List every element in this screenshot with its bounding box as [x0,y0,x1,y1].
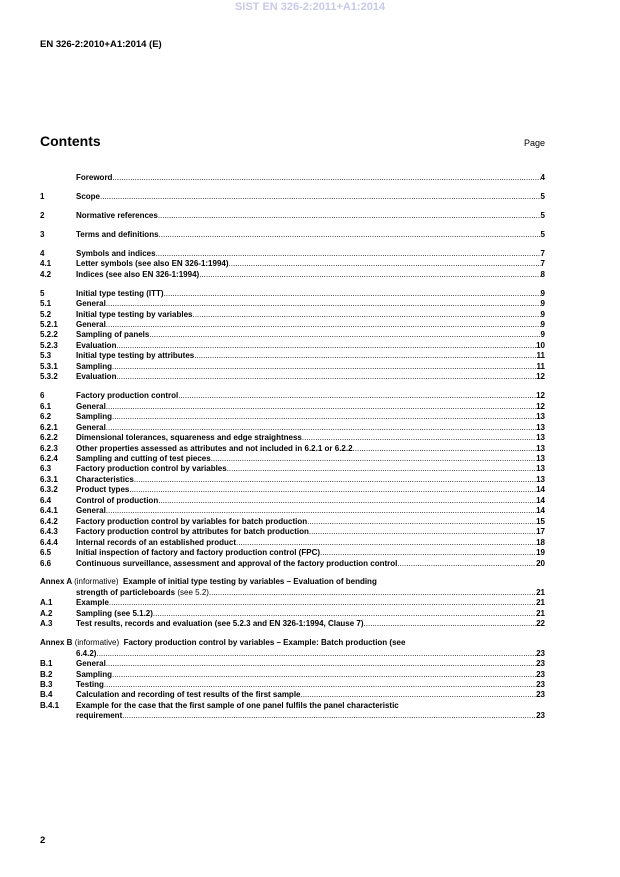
dot-leader [149,330,540,340]
dot-leader [199,270,540,280]
toc-entry-title: Sampling [76,361,113,371]
toc-entry-title: General [76,320,106,330]
dot-leader [112,412,536,422]
document-id-header: EN 326-2:2010+A1:2014 (E) [40,39,162,50]
toc-entry-body [76,609,545,619]
toc-entry-number: 6.4 [40,495,52,505]
toc-entry-page: 13 [536,464,545,474]
toc-entry-number: 6.2.4 [40,453,58,463]
toc-entry[interactable] [40,289,545,299]
toc-entry-title: Foreword [76,173,113,182]
toc-entry-number: 1 [40,191,45,201]
toc-entry-number: 5.2 [40,309,52,319]
toc-entry-page: 5 [540,229,545,239]
annex-kind: (informative) [74,638,120,648]
toc-entry[interactable] [40,659,545,669]
toc-entry-page: 10 [536,340,545,350]
toc-entry-title: General [76,401,106,411]
toc-entry-body [76,464,545,474]
toc-entry-number: 6.4.4 [40,537,58,547]
toc-entry-title: Sampling (see 5.1.2) [76,608,153,618]
dot-leader [300,690,536,700]
toc-entry-title: Initial type testing (ITT) [76,288,164,298]
toc-entry[interactable] [40,211,545,221]
toc-entry-title: Example for the case that the first sample of one panel fulfils the panel characteristic [76,700,399,710]
toc-entry-title: Product types [76,485,130,495]
toc-entry-body [76,330,545,340]
toc-entry-number: 6.5 [40,548,52,558]
dot-leader [236,538,536,548]
toc-entry[interactable] [40,259,545,269]
toc-entry-page: 4 [540,173,545,182]
toc-entry-page: 9 [540,299,545,309]
toc-entry-number: 5 [40,288,45,298]
toc-entry-page: 7 [540,259,545,269]
annex-group [40,577,545,629]
toc-entry-number: 4.1 [40,259,52,269]
toc-entry-title: Sampling [76,412,113,422]
annex-title: Factory production control by variables – Example: Batch production (see [123,638,406,648]
toc-entry-title: Terms and definitions [76,229,159,239]
toc-group [40,289,545,383]
table-of-contents [40,173,545,730]
toc-entry-body [76,270,545,280]
toc-entry-title: Factory production control by variables for batch production [76,516,308,526]
toc-entry-page: 12 [536,401,545,411]
toc-entry-body [76,289,545,299]
toc-entry[interactable] [40,433,545,443]
toc-entry-number: A.2 [40,608,53,618]
toc-entry-page: 21 [536,598,545,608]
toc-entry-title: Scope [76,191,101,201]
toc-entry-title: Control of production [76,495,159,505]
toc-entry[interactable] [40,423,545,433]
toc-group [40,173,545,183]
toc-entry-page: 5 [540,191,545,201]
toc-entry[interactable] [40,230,545,240]
annex-group [40,638,545,722]
toc-entry-body [76,230,545,240]
toc-entry-number: 5.2.3 [40,340,58,350]
dot-leader [134,475,536,485]
toc-entry-title: Characteristics [76,474,134,484]
toc-entry-body [76,351,545,361]
toc-entry[interactable] [40,454,545,464]
toc-entry-title: Initial type testing by attributes [76,351,195,361]
dot-leader [158,211,541,221]
dot-leader [209,588,536,598]
toc-entry-number: 6.2 [40,412,52,422]
toc-entry-number: B.4 [40,690,53,700]
toc-entry-page: 13 [536,412,545,422]
toc-entry-body [76,249,545,259]
toc-entry-number: A.1 [40,598,53,608]
toc-entry[interactable] [40,310,545,320]
toc-entry-number: 6 [40,391,45,401]
toc-entry-page: 22 [536,619,545,629]
dot-leader [227,464,536,474]
toc-entry-page: 23 [536,711,545,721]
toc-entry-number: 6.2.2 [40,433,58,443]
toc-entry-body [76,659,545,669]
toc-entry-number: 6.2.3 [40,443,58,453]
dot-leader [109,598,536,608]
toc-entry[interactable] [40,173,545,183]
annex-title-cont: strength of particleboards [76,587,176,597]
toc-entry-page: 13 [536,453,545,463]
dot-leader [96,649,536,659]
toc-group [40,230,545,240]
toc-entry[interactable] [40,249,545,259]
toc-entry-body [76,559,545,569]
toc-entry-number: B.2 [40,669,53,679]
toc-entry-page: 9 [540,330,545,340]
toc-entry-body [76,259,545,269]
watermark: SIST EN 326-2:2011+A1:2014 [234,1,386,13]
toc-entry-title: Evaluation [76,340,117,350]
toc-entry-number: 6.3 [40,464,52,474]
toc-entry-number: 6.3.2 [40,485,58,495]
dot-leader [106,320,541,330]
dot-leader [153,609,536,619]
toc-entry-page: 21 [536,608,545,618]
toc-entry-title: Sampling of panels [76,330,150,340]
toc-entry[interactable] [40,330,545,340]
toc-entry[interactable] [40,496,545,506]
toc-entry-page: 9 [540,320,545,330]
toc-entry[interactable] [40,402,545,412]
dot-leader [164,289,541,299]
toc-entry-title: Sampling and cutting of test pieces [76,453,211,463]
toc-entry-title: General [76,506,106,516]
toc-entry-title: Calculation and recording of test results of the first sample [76,690,301,700]
toc-group [40,211,545,221]
toc-entry[interactable] [40,475,545,485]
toc-entry-title: General [76,422,106,432]
toc-entry-title: Normative references [76,210,158,220]
toc-entry-page: 12 [536,372,545,382]
toc-entry-page: 13 [536,474,545,484]
toc-entry-body [76,372,545,382]
toc-entry-page: 7 [540,248,545,258]
toc-entry[interactable] [40,609,545,619]
annex-heading[interactable] [40,577,545,587]
toc-entry-title: Test results, records and evaluation (see 5.2.3 and EN 326-1:1994, Clause 7) [76,619,364,629]
toc-entry-page: 12 [536,391,545,401]
toc-entry-number: 6.4.1 [40,506,58,516]
toc-entry-body [76,391,545,401]
dot-leader [116,341,536,351]
toc-entry-body [76,496,545,506]
toc-entry-page: 23 [536,659,545,669]
toc-entry-page: 14 [536,485,545,495]
dot-leader [302,433,536,443]
toc-entry-title-cont: requirement [76,711,123,721]
toc-entry[interactable] [40,412,545,422]
dot-leader [229,259,541,269]
annex-label: Annex B [40,638,73,648]
annex-kind: (informative) [74,577,119,587]
toc-entry-page: 23 [536,680,545,690]
toc-entry[interactable] [40,485,545,495]
dot-leader [192,310,540,320]
toc-entry-title: Symbols and indices [76,248,156,258]
toc-entry-page: 8 [540,269,545,279]
toc-entry-number: 4 [40,248,45,258]
toc-entry[interactable] [40,506,545,516]
toc-group [40,391,545,569]
toc-entry-number: 6.4.3 [40,527,58,537]
dot-leader [397,559,536,569]
toc-entry-title: Evaluation [76,372,117,382]
toc-entry-number [40,173,76,183]
toc-entry-body [76,211,545,221]
toc-entry-page: 13 [536,422,545,432]
toc-entry-title: Factory production control by variables [76,464,227,474]
toc-entry-number: 4.2 [40,269,52,279]
toc-entry[interactable] [40,517,545,527]
toc-entry-body [76,598,545,608]
annex-page: 23 [536,648,545,658]
toc-entry-title: Sampling [76,669,113,679]
dot-leader [116,372,536,382]
toc-entry-body [76,538,545,548]
toc-entry-number: 6.1 [40,401,52,411]
toc-entry-body [76,517,545,527]
toc-entry-title: Other properties assessed as attributes and not included in 6.2.1 or 6.2.2 [76,443,353,453]
toc-entry-number: 5.2.1 [40,320,58,330]
toc-entry-body [76,423,545,433]
toc-entry-page: 23 [536,669,545,679]
toc-entry[interactable] [40,351,545,361]
toc-entry-page: 18 [536,537,545,547]
dot-leader [106,299,541,309]
dot-leader [100,192,541,202]
toc-entry-body [76,475,545,485]
toc-entry[interactable] [40,372,545,382]
toc-entry-body [76,362,545,372]
toc-entry-page: 5 [540,210,545,220]
toc-entry-body [76,454,545,464]
toc-entry[interactable] [40,341,545,351]
toc-group [40,192,545,202]
toc-entry-number: B.4.1 [40,700,60,710]
annex-heading-continued[interactable] [40,588,545,598]
dot-leader [158,496,536,506]
dot-leader [106,659,536,669]
dot-leader [194,351,536,361]
contents-title: Contents [40,133,101,149]
dot-leader [307,517,536,527]
dot-leader [122,711,536,721]
annex-heading-continued[interactable] [40,649,545,659]
toc-entry[interactable] [40,299,545,309]
toc-entry-number: 5.1 [40,299,52,309]
toc-entry-number: 6.3.1 [40,474,58,484]
toc-entry-body [76,173,545,183]
toc-entry-page: 17 [536,527,545,537]
toc-entry[interactable] [40,680,545,690]
toc-entry-title: Internal records of an established product [76,537,237,547]
dot-leader [364,619,537,629]
toc-entry-page: 11 [536,361,545,371]
toc-entry[interactable] [40,548,545,558]
toc-entry-page: 9 [540,309,545,319]
toc-entry[interactable] [40,598,545,608]
toc-entry[interactable] [40,362,545,372]
toc-entry-number: 3 [40,229,45,239]
toc-entry-page: 23 [536,690,545,700]
toc-entry-page: 19 [536,548,545,558]
toc-entry-body [76,412,545,422]
toc-entry-body [76,506,545,516]
dot-leader [211,454,536,464]
toc-entry-page: 14 [536,506,545,516]
toc-entry-number: A.3 [40,619,53,629]
toc-entry-page: 9 [540,288,545,298]
dot-leader [156,249,541,259]
toc-entry-page: 20 [536,558,545,568]
toc-entry[interactable] [40,538,545,548]
toc-entry-number: 6.4.2 [40,516,58,526]
toc-entry-number: 5.3.1 [40,361,58,371]
toc-entry-title: Continuous surveillance, assessment and approval of the factory production control [76,558,398,568]
annex-label: Annex A [40,577,72,587]
annex-title-note: (see 5.2) [177,587,209,597]
toc-entry-body [76,310,545,320]
toc-entry-title: Factory production control [76,391,179,401]
toc-entry[interactable] [40,527,545,537]
annex-heading[interactable] [40,638,545,648]
toc-entry-number: 5.3.2 [40,372,58,382]
toc-entry-title: General [76,659,106,669]
page-number: 2 [40,835,46,846]
toc-entry-title: Letter symbols (see also EN 326-1:1994) [76,259,229,269]
dot-leader [159,230,541,240]
toc-entry[interactable] [40,391,545,401]
dot-leader [112,173,540,183]
toc-entry-body [76,192,545,202]
toc-entry-title: Factory production control by attributes for batch production [76,527,309,537]
toc-entry-continued[interactable] [40,711,545,721]
toc-entry-title: Indices (see also EN 326-1:1994) [76,269,200,279]
toc-entry-body [76,299,545,309]
toc-entry-body [76,619,545,629]
toc-entry[interactable] [40,192,545,202]
toc-entry[interactable] [40,444,545,454]
dot-leader [353,444,537,454]
dot-leader [106,402,536,412]
dot-leader [129,485,536,495]
annex-title: Example of initial type testing by variables – Evaluation of bending [123,577,377,587]
toc-entry-title: Initial inspection of factory and factory production control (FPC) [76,548,321,558]
toc-entry-page: 11 [536,351,545,361]
toc-entry-body [76,444,545,454]
toc-entry[interactable] [40,464,545,474]
dot-leader [112,670,536,680]
toc-entry[interactable] [40,559,545,569]
toc-entry-number: B.1 [40,659,53,669]
annex-page: 21 [536,587,545,597]
toc-entry-number: 2 [40,210,45,220]
toc-entry-number: 6.6 [40,558,52,568]
toc-entry-body [76,320,545,330]
toc-entry[interactable] [40,701,545,711]
toc-entry-body [76,341,545,351]
toc-entry-title: Dimensional tolerances, squareness and edge straightness [76,433,302,443]
toc-entry[interactable] [40,619,545,629]
toc-entry-number: 6.2.1 [40,422,58,432]
toc-entry-body [76,690,545,700]
toc-entry-body [76,433,545,443]
toc-entry-page: 15 [536,516,545,526]
toc-entry[interactable] [40,670,545,680]
toc-entry-page: 13 [536,433,545,443]
toc-entry[interactable] [40,270,545,280]
dot-leader [106,506,536,516]
page-column-label: Page [523,138,545,148]
dot-leader [320,548,536,558]
toc-entry-number: 5.2.2 [40,330,58,340]
dot-leader [112,362,537,372]
toc-entry-body [76,527,545,537]
toc-group [40,249,545,280]
toc-entry-title: Example [76,598,109,608]
dot-leader [106,423,536,433]
toc-entry[interactable] [40,320,545,330]
annex-title-cont: 6.4.2) [76,648,97,658]
toc-entry-body [76,680,545,690]
toc-entry-number: B.3 [40,680,53,690]
toc-entry-number: 5.3 [40,351,52,361]
dot-leader [104,680,536,690]
toc-entry[interactable] [40,690,545,700]
dot-leader [178,391,536,401]
toc-entry-body [76,670,545,680]
toc-entry-title: Testing [76,680,104,690]
toc-entry-body [76,485,545,495]
toc-entry-page: 14 [536,495,545,505]
toc-entry-title: Initial type testing by variables [76,309,193,319]
toc-entry-page: 13 [536,443,545,453]
toc-entry-body [76,548,545,558]
toc-entry-body [76,402,545,412]
toc-entry-title: General [76,299,106,309]
dot-leader [309,527,536,537]
